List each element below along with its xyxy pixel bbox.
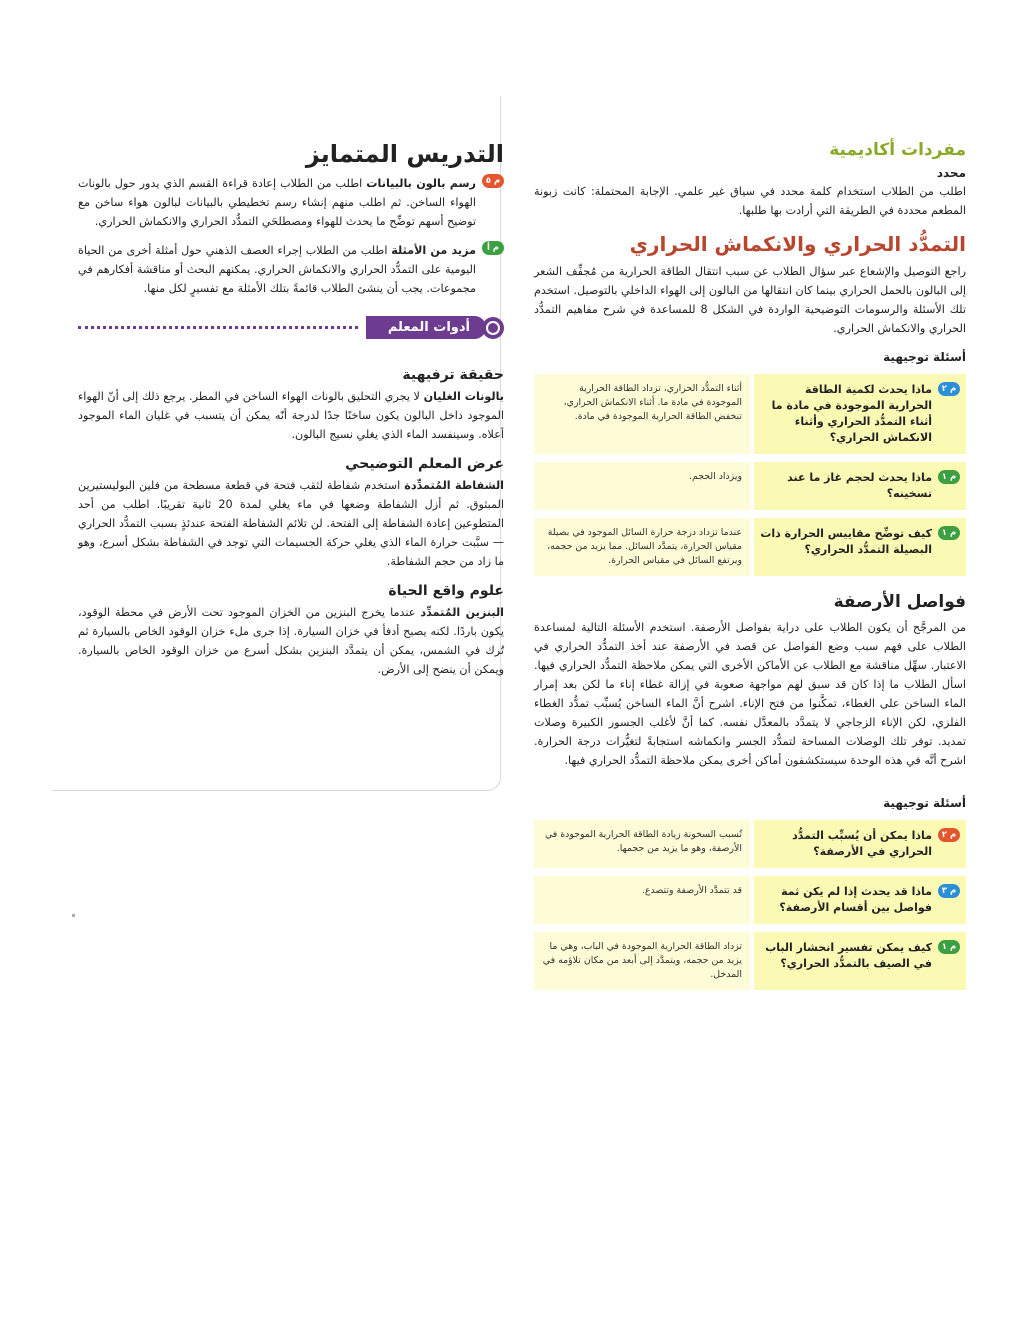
diff-item (78, 241, 504, 298)
question-row (534, 374, 966, 454)
questions1-title: أسئلة توجيهية (883, 350, 966, 364)
demo-title: عرض المعلم التوضيحي (345, 456, 504, 472)
question-text: ماذا يحدث لكمية الطاقة الحرارية الموجودة في مادة ما أثناء التمدُّد الحراري وأثناء الانكماش الحراري؟ (771, 383, 932, 444)
tools-icon (482, 317, 504, 339)
level-badge: م ١ (938, 470, 960, 484)
fact-title: حقيقة ترفيهية (402, 367, 504, 383)
teacher-tools-banner (78, 316, 504, 339)
life-lead: البنزين المُتمدِّد (420, 606, 504, 619)
level-badge: م أ (482, 241, 504, 255)
answer-cell: قد تتمدَّد الأرصفة وتتصدع. (534, 876, 750, 924)
diff-item (78, 174, 504, 231)
vocab-title: مفردات أكاديمية (829, 140, 966, 160)
diff-item-lead: رسم بالون بالبيانات (366, 177, 476, 190)
diff-item-text (78, 174, 476, 231)
life-body: عندما يخرج البنزين من الخزان الموجود تحت الأرض في محطة الوقود، يكون باردًا. لكنه يصبح أدفأ في خزان السيارة. إذا جرى ملء خزان الوقود الخاص بالسيارة ثم تُرك في الشمس، يمكن أن يتمدَّد البنزين بشكل أسرع من خزان الوقود الخاص بالسيارة. ويمكن أن ينضح إلى الأرض. (78, 606, 504, 676)
demo-body: استخدم شفاطة لثقب فتحة في قطعة مسطحة من فلين البوليستيرين المبثوق. ثم أزل الشفاطة وضعها في ماء يغلي لمدة 20 ثانية تقريبًا. اطلب من أحد المتطوعين إعادة الشفاطة إلى الفتحة. لن تلائم الشفاطة الفتحة عندئذٍ بسبب التمدُّد الحراري — سبَّبت حرارة الماء الذي يغلي حركة الجسيمات التي توجد في الشفاطة بشكل أسرع، وهو ما زاد من حجم الشفاطة. (78, 479, 504, 568)
diff-item-text (78, 241, 476, 298)
diff-item-body: اطلب من الطلاب إعادة قراءة القسم الذي يدور حول بالونات الهواء الساخن. ثم اطلب منهم إنشاء رسم تخطيطي بالبيانات لبالون هواء ساخن مع توضيح أسهم توضِّح ما يحدث للهواء ومصطلحَي التمدُّد الحراري والانكماش الحراري. (78, 177, 476, 228)
level-badge: م ٣ (938, 884, 960, 898)
life-title: علوم واقع الحياة (388, 583, 504, 599)
left-column (78, 140, 504, 679)
answer-cell: أثناء التمدُّد الحراري، تزداد الطاقة الحرارية الموجودة في مادة ما. أثناء الانكماش الحراري، تنخفض الطاقة الحرارية الموجودة في مادة. (534, 374, 750, 454)
answer-cell: تزداد الطاقة الحرارية الموجودة في الباب، وهي ما يزيد من حجمه، ويتمدَّد إلى أبعد من مكان تلاؤمه في المدخل. (534, 932, 750, 990)
demo-text (78, 476, 504, 571)
section2-text: من المرجَّح أن يكون الطلاب على دراية بفواصل الأرصفة. استخدم الأسئلة التالية لمساعدة الطلاب على فهم سبب وضع الفواصل عن قصد في الأرصفة عند أخذ التمدُّد الحراري في الاعتبار. سهِّل مناقشة مع الطلاب عن الأماكن الأخرى التي يمكن ملاحظة التمدُّد الحراري فيها. اسأل الطلاب ما إذا كان قد سبق لهم مواجهة صعوبة في إزالة غطاء إناء ما لكن بعد إمرار الماء الساخن على الغطاء، تمكَّنوا من فتح الإناء. اشرح أنَّ الماء الساخن يُسبِّب تمدُّد الغطاء الفلزي، لكن الإناء الزجاجي لا يتمدَّد بالمعدَّل نفسه. كما أنَّ لأغلب الجسور الكبيرة وصلات تمديد. توفر تلك الوصلات المساحة لتمدُّد الجسر وانكماشه استجابةً لتغيُّرات درجة الحرارة. اشرح أنَّه في هذه الوحدة سيستكشفون أماكن أخرى يمكن ملاحظة التمدُّد الحراري فيها. (534, 621, 966, 767)
question-row (534, 518, 966, 576)
question-text: كيف توضِّح مقاييس الحرارة ذات البصيلة التمدُّد الحراري؟ (760, 527, 932, 556)
question-text: ماذا قد يحدث إذا لم يكن ثمة فواصل بين أقسام الأرصفة؟ (779, 885, 932, 914)
level-badge: م ١ (938, 940, 960, 954)
question-cell (754, 876, 966, 924)
question-text: ماذا يمكن أن يُسبِّب التمدُّد الحراري في الأرصفة؟ (792, 829, 932, 858)
question-row (534, 462, 966, 510)
question-row (534, 932, 966, 990)
fact-text (78, 387, 504, 444)
level-badge: م ١ (938, 526, 960, 540)
question-cell (754, 820, 966, 868)
section1-text: راجع التوصيل والإشعاع عبر سؤال الطلاب عن سبب انتقال الطاقة الحرارية من مُجفِّف الشعر إلى البالون بالحمل الحراري بينما كان انتقالها من البالون إلى الهواء الداخلي بالتوصيل. استخدم تلك الأسئلة والرسومات التوضيحية الواردة في الشكل 8 للمساعدة في شرح مفاهيم التمدُّد الحراري والانكماش الحراري. (534, 265, 966, 335)
question-text: ماذا يحدث لحجم غاز ما عند تسخينه؟ (787, 471, 932, 500)
answer-cell: ويزداد الحجم. (534, 462, 750, 510)
questions2-title: أسئلة توجيهية (883, 796, 966, 810)
vocab-term: محدد (936, 166, 966, 180)
level-badge: م ٥ (482, 174, 504, 188)
question-cell (754, 932, 966, 990)
scan-speck (72, 914, 75, 917)
question-row (534, 876, 966, 924)
level-badge: م ٢ (938, 828, 960, 842)
diff-item-body: اطلب من الطلاب إجراء العصف الذهني حول أمثلة أخرى من الحياة اليومية على التمدُّد الحراري والانكماش الحراري. يمكنهم البحث أو مناقشة أفكارهم في مجموعات. يجب أن ينشئ الطلاب قائمةً بتلك الأمثلة مع تفسيرٍ لكل منها. (78, 244, 476, 295)
diff-item-lead: مزيد من الأمثلة (391, 244, 476, 257)
question-cell (754, 462, 966, 510)
level-badge: م ٢ (938, 382, 960, 396)
differentiated-title: التدريس المتمايز (305, 140, 504, 168)
vocab-text: اطلب من الطلاب استخدام كلمة محدد في سياق غير علمي. الإجابة المحتملة: كانت زبونة المطعم محددة في الطريقة التي أرادت بها طلبها. (534, 185, 966, 217)
question-row (534, 820, 966, 868)
answer-cell: تُسبب السخونة زيادة الطاقة الحرارية الموجودة في الأرصفة، وهو ما يزيد من حجمها. (534, 820, 750, 868)
question-cell (754, 518, 966, 576)
question-cell (754, 374, 966, 454)
answer-cell: عندما تزداد درجة حرارة السائل الموجود في بصيلة مقياس الحرارة، يتمدَّد السائل. مما يزيد من حجمه، ويرتفع السائل في مقياس الحرارة. (534, 518, 750, 576)
fact-body: لا يجري التحليق بالونات الهواء الساخن في المطر. يرجع ذلك إلى أنّ الهواء الموجود داخل البالون يكون ساخنًا جدًا لدرجة أنّه يمكن أن يتسبب في غليان الماء الموجود أعلاه. وسينفسد الماء الذي يغلي نسيج البالون. (78, 390, 504, 441)
demo-lead: الشفاطة المُتمدِّدة (404, 479, 504, 492)
section2-title: فواصل الأرصفة (833, 592, 966, 612)
dotted-divider (78, 326, 358, 329)
question-text: كيف يمكن تفسير انحشار الباب في الصيف بالتمدُّد الحراري؟ (765, 941, 932, 970)
fact-lead: بالونات الغليان (423, 390, 505, 403)
tools-label: أدوات المعلم (366, 316, 486, 339)
section1-title: التمدُّد الحراري والانكماش الحراري (629, 232, 966, 256)
life-text (78, 603, 504, 679)
right-column (534, 140, 966, 998)
